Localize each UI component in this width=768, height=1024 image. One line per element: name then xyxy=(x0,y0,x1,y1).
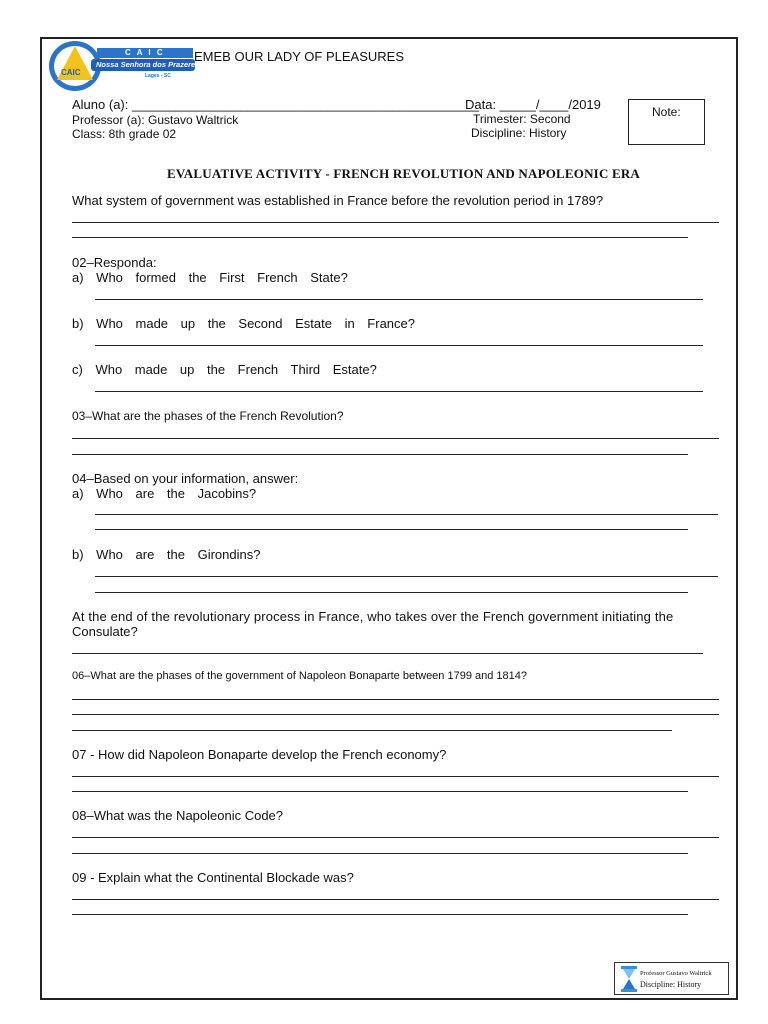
question-6: 06–What are the phases of the government of Napoleon Bonaparte between 1799 and 1814? xyxy=(72,670,528,682)
answer-line[interactable] xyxy=(95,345,703,346)
answer-line[interactable] xyxy=(72,653,703,654)
answer-line[interactable] xyxy=(72,222,719,223)
answer-line[interactable] xyxy=(72,237,688,238)
logo-badge-text: CAIC xyxy=(61,68,81,77)
answer-line[interactable] xyxy=(95,391,703,392)
answer-line[interactable] xyxy=(95,299,703,300)
question-9: 09 - Explain what the Continental Blockade was? xyxy=(72,870,354,885)
answer-line[interactable] xyxy=(72,853,688,854)
answer-line[interactable] xyxy=(72,837,719,838)
answer-line[interactable] xyxy=(72,730,672,731)
question-3: 03–What are the phases of the French Revolution? xyxy=(72,409,344,423)
question-2a: a) Who formed the First French State? xyxy=(72,270,348,285)
answer-line[interactable] xyxy=(72,454,688,455)
answer-line[interactable] xyxy=(72,791,688,792)
answer-line[interactable] xyxy=(95,592,688,593)
grade-note-box[interactable] xyxy=(628,99,705,145)
logo-top-text: C A I C xyxy=(125,48,165,57)
question-2b: b) Who made up the Second Estate in France? xyxy=(72,316,415,331)
answer-line[interactable] xyxy=(95,576,718,577)
question-4-intro: 04–Based on your information, answer: xyxy=(72,471,299,486)
question-8: 08–What was the Napoleonic Code? xyxy=(72,808,284,823)
question-5-line2: Consulate? xyxy=(72,624,138,639)
answer-line[interactable] xyxy=(72,914,688,915)
hourglass-icon xyxy=(620,965,638,993)
answer-line[interactable] xyxy=(72,438,719,439)
answer-line[interactable] xyxy=(72,699,719,700)
question-1: What system of government was established in France before the revolution period in 1789? xyxy=(72,193,604,208)
question-7: 07 - How did Napoleon Bonaparte develop the French economy? xyxy=(72,747,447,762)
answer-line[interactable] xyxy=(72,776,719,777)
footer-professor: Professor Gustavo Waltrick xyxy=(640,970,712,977)
professor-label: Professor (a): Gustavo Waltrick xyxy=(72,113,239,127)
question-2-intro: 02–Responda: xyxy=(72,255,157,270)
answer-line[interactable] xyxy=(95,514,718,515)
class-label: Class: 8th grade 02 xyxy=(72,127,177,141)
question-4a: a) Who are the Jacobins? xyxy=(72,486,257,501)
date-field[interactable]: Data: _____/____/2019 xyxy=(465,97,601,112)
answer-line[interactable] xyxy=(72,714,719,715)
page-title: EVALUATIVE ACTIVITY - FRENCH REVOLUTION AND NAPOLEONIC ERA xyxy=(167,166,641,181)
question-2c: c) Who made up the French Third Estate? xyxy=(72,362,377,377)
question-5-line1: At the end of the revolutionary process in France, who takes over the French government initiating the xyxy=(72,609,674,624)
answer-line[interactable] xyxy=(72,899,719,900)
school-name: EMEB OUR LADY OF PLEASURES xyxy=(194,49,404,64)
question-4b: b) Who are the Girondins? xyxy=(72,547,261,562)
answer-line[interactable] xyxy=(95,529,688,530)
footer-discipline: Discipline: History xyxy=(640,980,702,989)
trimester-label: Trimester: Second xyxy=(473,112,571,126)
student-name-field[interactable]: Aluno (a): ________________________________________________ xyxy=(72,97,480,112)
logo-main-text: Nossa Senhora dos Prazeres xyxy=(96,60,200,69)
discipline-label: Discipline: History xyxy=(471,126,567,140)
school-logo xyxy=(47,40,200,92)
footer-stamp xyxy=(614,962,729,995)
note-label: Note: xyxy=(652,105,681,119)
logo-city-text: Lages - SC xyxy=(145,73,171,79)
